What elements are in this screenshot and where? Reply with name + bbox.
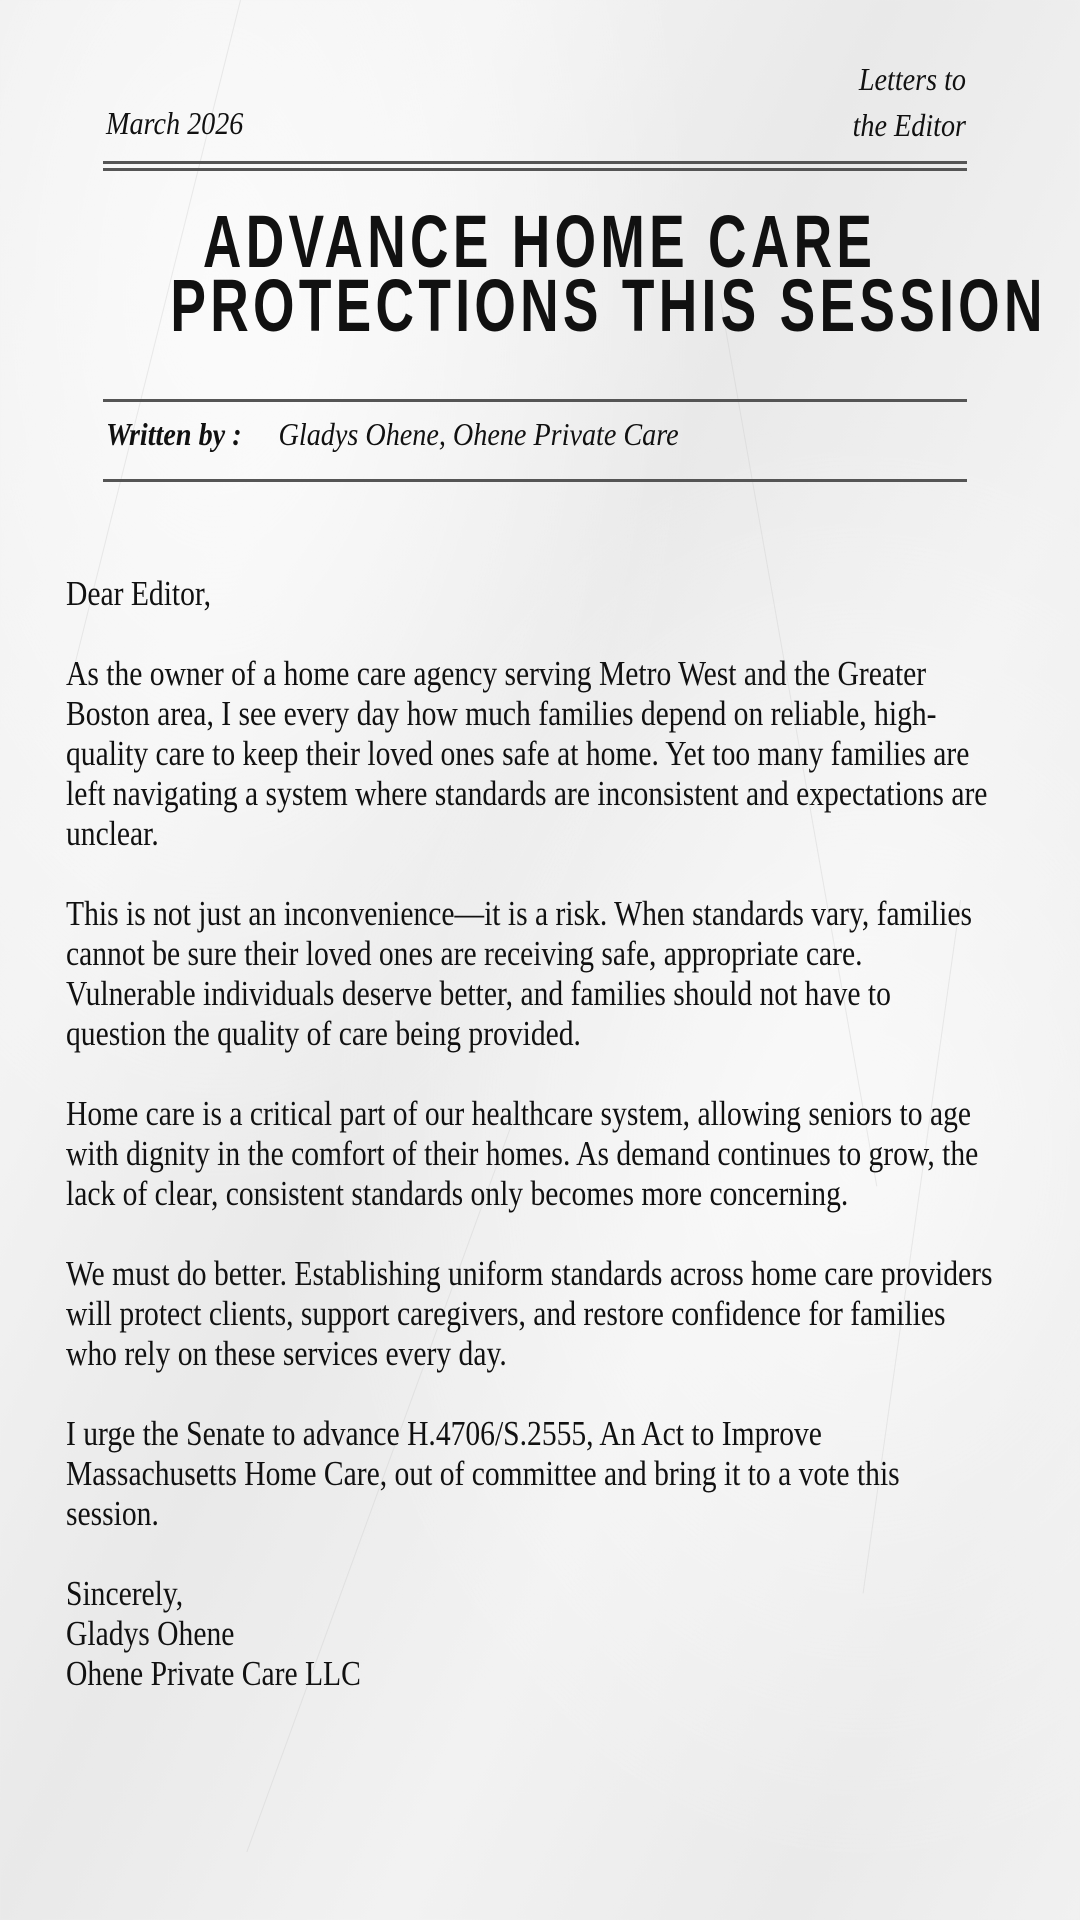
headline-line-2: PROTECTIONS THIS SESSION — [170, 264, 1047, 347]
paragraph: This is not just an inconvenience—it is a risk. When standards vary, families cannot be sure their loved ones are receiving safe, appropriate care. Vulnerable individuals deserve better, and families should not have to question the quality of care being provided. — [66, 894, 972, 1053]
paragraph: I urge the Senate to advance H.4706/S.2555, An Act to Improve Massachusetts Home Care, out of committee and bring it to a vote this session. — [66, 1414, 900, 1533]
letter-body — [66, 574, 996, 1694]
signature-name: Gladys Ohene — [66, 1614, 235, 1653]
byline-label: Written by : — [106, 416, 242, 452]
byline-rule-bottom — [103, 479, 967, 482]
masthead-double-rule-bottom — [103, 168, 967, 171]
paragraph: As the owner of a home care agency serving Metro West and the Greater Boston area, I see every day how much families depend on reliable, high-quality care to keep their loved ones safe at home. Yet too many families are left navigating a system where standards are inconsistent and expectations are unclear. — [66, 654, 988, 853]
signoff — [66, 1574, 996, 1694]
issue-date: March 2026 — [106, 105, 244, 141]
headline — [0, 200, 1080, 347]
section-label-line-1: Letters to — [858, 61, 966, 97]
masthead — [106, 52, 966, 148]
byline-rule-top — [103, 399, 967, 402]
section-label-line-2: the Editor — [852, 107, 966, 143]
salutation: Dear Editor, — [66, 574, 211, 613]
byline-author: Gladys Ohene, Ohene Private Care — [278, 416, 679, 452]
headline-line-1: ADVANCE HOME CARE — [203, 200, 877, 283]
closing: Sincerely, — [66, 1574, 184, 1613]
signature-org: Ohene Private Care LLC — [66, 1654, 361, 1693]
paragraph: We must do better. Establishing uniform standards across home care providers will protect clients, support caregivers, and restore confidence for families who rely on these services every day. — [66, 1254, 993, 1373]
section-label — [772, 56, 966, 148]
paragraph: Home care is a critical part of our healthcare system, allowing seniors to age with dignity in the comfort of their homes. As demand continues to grow, the lack of clear, consistent standards only becomes more concerning. — [66, 1094, 979, 1213]
masthead-double-rule-top — [103, 161, 967, 164]
byline — [106, 416, 679, 453]
